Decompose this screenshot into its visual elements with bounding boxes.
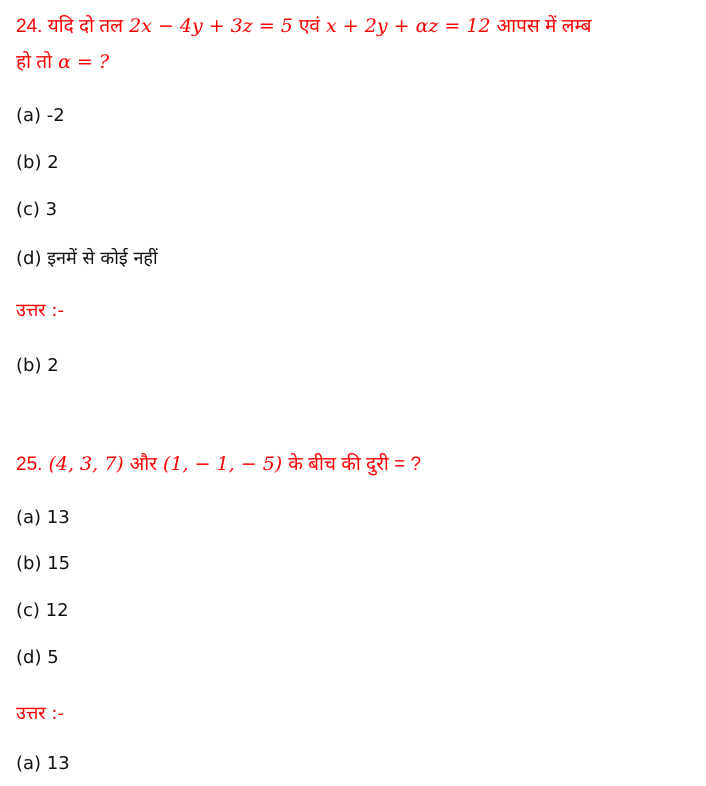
q24-connector: एवं [298, 16, 320, 37]
q24-alpha-equation: α = ? [58, 51, 110, 73]
q25-option-a: (a) 13 [16, 507, 70, 528]
q24-prefix: 24. यदि दो तल [16, 16, 124, 37]
q25-option-d: (d) 5 [16, 647, 59, 668]
q24-suffix: आपस में लम्ब [496, 16, 592, 37]
q25-option-b: (b) 15 [16, 553, 71, 574]
q25-option-c: (c) 12 [16, 600, 69, 621]
q24-text-line-1 [16, 14, 592, 39]
q25-prefix: 25. [16, 454, 43, 475]
q25-suffix: के बीच की दुरी = ? [288, 454, 422, 475]
q25-text-line [16, 452, 421, 477]
q25-connector: और [129, 454, 157, 475]
q24-option-b: (b) 2 [16, 152, 59, 173]
q24-text-line-2 [16, 50, 109, 75]
q24-answer-label: उत्तर :- [16, 300, 64, 321]
q24-line2-prefix: हो तो [16, 52, 53, 73]
q25-answer-label: उत्तर :- [16, 703, 64, 724]
q25-point-2: (1, − 1, − 5) [163, 453, 283, 475]
q24-equation-2: x + 2y + αz = 12 [326, 15, 491, 37]
q24-option-c: (c) 3 [16, 199, 58, 220]
q24-option-d: (d) इनमें से कोई नहीं [16, 248, 158, 269]
q24-equation-1: 2x − 4y + 3z = 5 [129, 15, 293, 37]
q25-answer: (a) 13 [16, 753, 70, 774]
q24-answer: (b) 2 [16, 355, 59, 376]
q24-option-a: (a) -2 [16, 105, 65, 126]
q25-point-1: (4, 3, 7) [48, 453, 124, 475]
